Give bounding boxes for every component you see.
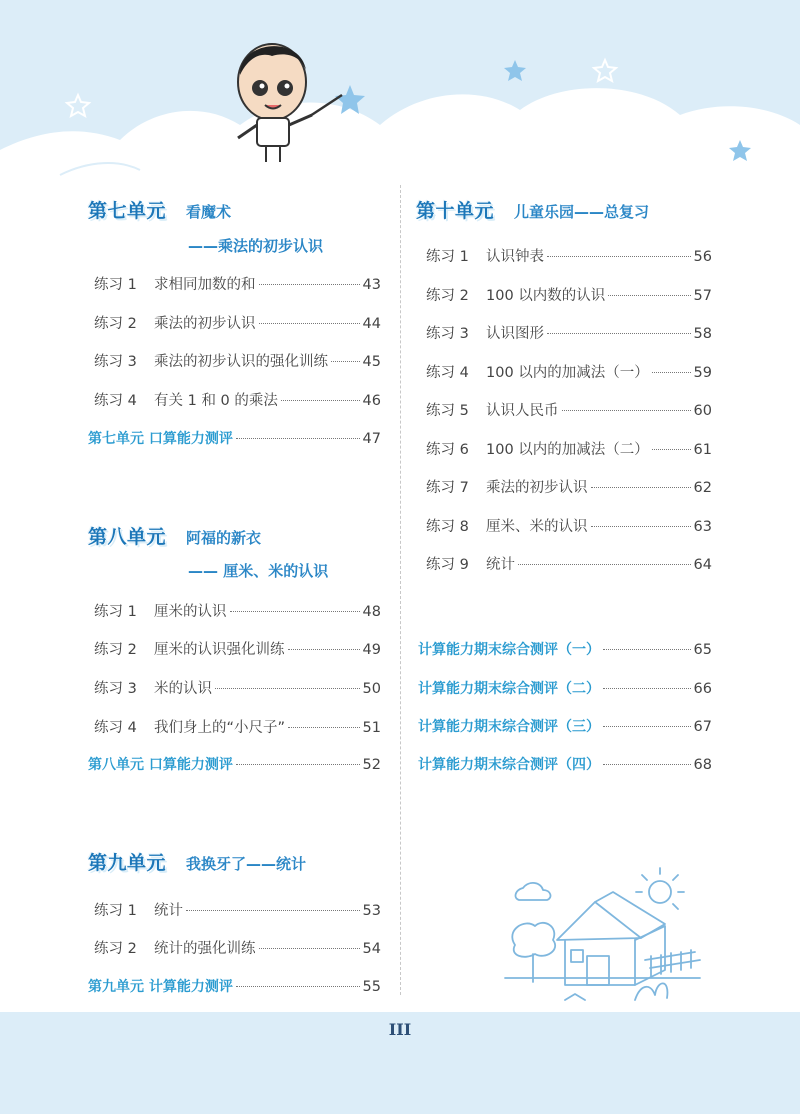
leader-dots — [288, 649, 360, 650]
exercise-label: 练习 2 — [94, 316, 137, 332]
toc-entry[interactable] — [94, 389, 381, 410]
exercise-label: 练习 1 — [94, 277, 137, 293]
exercise-title: 求相同加数的和 — [154, 277, 256, 293]
toc-entry[interactable] — [426, 438, 712, 459]
test-label: 计算能力期末综合测评（二） — [418, 681, 600, 697]
unit10-name: 第十单元 — [416, 200, 495, 222]
page-number: 64 — [693, 557, 712, 573]
unit10-title: 儿童乐园——总复习 — [514, 203, 650, 221]
leader-dots — [186, 910, 360, 911]
exercise-title: 厘米的认识 — [154, 604, 227, 620]
exercise-label: 练习 6 — [426, 442, 469, 458]
exercise-label: 练习 3 — [94, 681, 137, 697]
unit8-title: 阿福的新衣 — [186, 529, 262, 547]
exercise-label: 练习 8 — [426, 519, 469, 535]
toc-entry[interactable] — [94, 677, 381, 698]
final-test-entry[interactable] — [418, 678, 712, 698]
toc-entry[interactable] — [94, 600, 381, 621]
exercise-label: 练习 7 — [426, 480, 469, 496]
exercise-title: 统计 — [486, 557, 515, 573]
toc-entry[interactable] — [426, 476, 712, 497]
exercise-title: 100 以内的加减法（一） — [486, 365, 649, 381]
unit7-title: 看魔术 — [186, 203, 232, 221]
test-label: 计算能力期末综合测评（四） — [418, 757, 600, 773]
leader-dots — [281, 400, 360, 401]
test-label: 第八单元 口算能力测评 — [88, 757, 233, 773]
page-number: 50 — [362, 681, 381, 697]
exercise-title: 统计的强化训练 — [154, 941, 256, 957]
unit7-name: 第七单元 — [88, 200, 167, 222]
toc-entry[interactable] — [94, 716, 381, 737]
unit9-name: 第九单元 — [88, 852, 167, 874]
exercise-label: 练习 5 — [426, 403, 469, 419]
page-number: 66 — [693, 681, 712, 697]
toc-entry[interactable] — [426, 245, 712, 266]
exercise-title: 统计 — [154, 903, 183, 919]
exercise-title: 厘米的认识强化训练 — [154, 642, 285, 658]
toc-entry[interactable] — [426, 322, 712, 343]
exercise-title: 我们身上的“小尺子” — [154, 720, 286, 736]
page-number: 43 — [362, 277, 381, 293]
toc-entry[interactable] — [94, 350, 381, 371]
exercise-label: 练习 1 — [426, 249, 469, 265]
toc-entry[interactable] — [94, 312, 381, 333]
toc-entry[interactable] — [94, 273, 381, 294]
page-number-footer: III — [388, 1020, 412, 1039]
exercise-label: 练习 2 — [94, 642, 137, 658]
page-number: 62 — [693, 480, 712, 496]
unit8-heading — [88, 522, 261, 549]
page-number: 63 — [693, 519, 712, 535]
page-number: 48 — [362, 604, 381, 620]
page-number: 56 — [693, 249, 712, 265]
exercise-label: 练习 2 — [426, 288, 469, 304]
toc-entry[interactable] — [426, 399, 712, 420]
toc-entry[interactable] — [94, 638, 381, 659]
test-label: 计算能力期末综合测评（三） — [418, 719, 600, 735]
leader-dots — [331, 361, 360, 362]
leader-dots — [215, 688, 360, 689]
unit9-heading — [88, 848, 306, 875]
leader-dots — [608, 295, 690, 296]
exercise-label: 练习 2 — [94, 941, 137, 957]
toc-entry[interactable] — [426, 553, 712, 574]
leader-dots — [230, 611, 360, 612]
leader-dots — [562, 410, 691, 411]
exercise-label: 练习 3 — [426, 326, 469, 342]
unit8-test-entry[interactable] — [88, 754, 381, 774]
exercise-title: 乘法的初步认识 — [154, 316, 256, 332]
page-number: 45 — [362, 354, 381, 370]
leader-dots — [236, 764, 360, 765]
exercise-title: 100 以内的加减法（二） — [486, 442, 649, 458]
exercise-label: 练习 3 — [94, 354, 137, 370]
page-number: 58 — [693, 326, 712, 342]
unit9-test-entry[interactable] — [88, 976, 381, 996]
leader-dots — [603, 764, 691, 765]
exercise-label: 练习 1 — [94, 903, 137, 919]
exercise-label: 练习 4 — [426, 365, 469, 381]
exercise-label: 练习 9 — [426, 557, 469, 573]
unit8-name: 第八单元 — [88, 526, 167, 548]
final-test-entry[interactable] — [418, 639, 712, 659]
exercise-label: 练习 4 — [94, 393, 137, 409]
toc-entry[interactable] — [94, 899, 381, 920]
column-divider — [400, 185, 401, 995]
unit8-subtitle: —— 厘米、米的认识 — [188, 562, 329, 580]
page-number: 67 — [693, 719, 712, 735]
leader-dots — [259, 323, 360, 324]
exercise-title: 乘法的初步认识 — [486, 480, 588, 496]
page-number: 46 — [362, 393, 381, 409]
leader-dots — [547, 333, 691, 334]
page-number: 68 — [693, 757, 712, 773]
exercise-title: 100 以内数的认识 — [486, 288, 606, 304]
exercise-title: 认识人民币 — [486, 403, 559, 419]
exercise-title: 认识钟表 — [486, 249, 544, 265]
leader-dots — [518, 564, 691, 565]
leader-dots — [547, 256, 691, 257]
leader-dots — [652, 449, 691, 450]
leader-dots — [236, 438, 360, 439]
exercise-title: 米的认识 — [154, 681, 212, 697]
exercise-title: 乘法的初步认识的强化训练 — [154, 354, 328, 370]
leader-dots — [603, 726, 691, 727]
toc-entry[interactable] — [426, 284, 712, 305]
page-number: 61 — [693, 442, 712, 458]
exercise-title: 厘米、米的认识 — [486, 519, 588, 535]
leader-dots — [259, 948, 360, 949]
leader-dots — [236, 986, 360, 987]
leader-dots — [259, 284, 360, 285]
unit7-heading — [88, 196, 231, 223]
test-label: 计算能力期末综合测评（一） — [418, 642, 600, 658]
final-test-entry[interactable] — [418, 716, 712, 736]
page-number: 52 — [362, 757, 381, 773]
unit7-subtitle: ——乘法的初步认识 — [188, 237, 324, 255]
page-number: 59 — [693, 365, 712, 381]
exercise-title: 有关 1 和 0 的乘法 — [154, 393, 278, 409]
toc-entry[interactable] — [94, 937, 381, 958]
leader-dots — [591, 526, 691, 527]
page-number: 55 — [362, 979, 381, 995]
page-number: 53 — [362, 903, 381, 919]
page-number: 60 — [693, 403, 712, 419]
leader-dots — [288, 727, 360, 728]
page-number: 49 — [362, 642, 381, 658]
house-sketch-illustration — [495, 860, 710, 1010]
page-number: 51 — [362, 720, 381, 736]
unit10-heading — [416, 196, 649, 223]
leader-dots — [652, 372, 691, 373]
page-number: 44 — [362, 316, 381, 332]
final-test-entry[interactable] — [418, 754, 712, 774]
exercise-label: 练习 1 — [94, 604, 137, 620]
page-number: 47 — [362, 431, 381, 447]
test-label: 第九单元 计算能力测评 — [88, 979, 233, 995]
unit7-test-entry[interactable] — [88, 428, 381, 448]
toc-entry[interactable] — [426, 361, 712, 382]
leader-dots — [603, 688, 691, 689]
page-number: 65 — [693, 642, 712, 658]
exercise-label: 练习 4 — [94, 720, 137, 736]
leader-dots — [603, 649, 691, 650]
unit9-title: 我换牙了——统计 — [186, 855, 307, 873]
exercise-title: 认识图形 — [486, 326, 544, 342]
page-number: 54 — [362, 941, 381, 957]
leader-dots — [591, 487, 691, 488]
page-number: 57 — [693, 288, 712, 304]
toc-entry[interactable] — [426, 515, 712, 536]
test-label: 第七单元 口算能力测评 — [88, 431, 233, 447]
